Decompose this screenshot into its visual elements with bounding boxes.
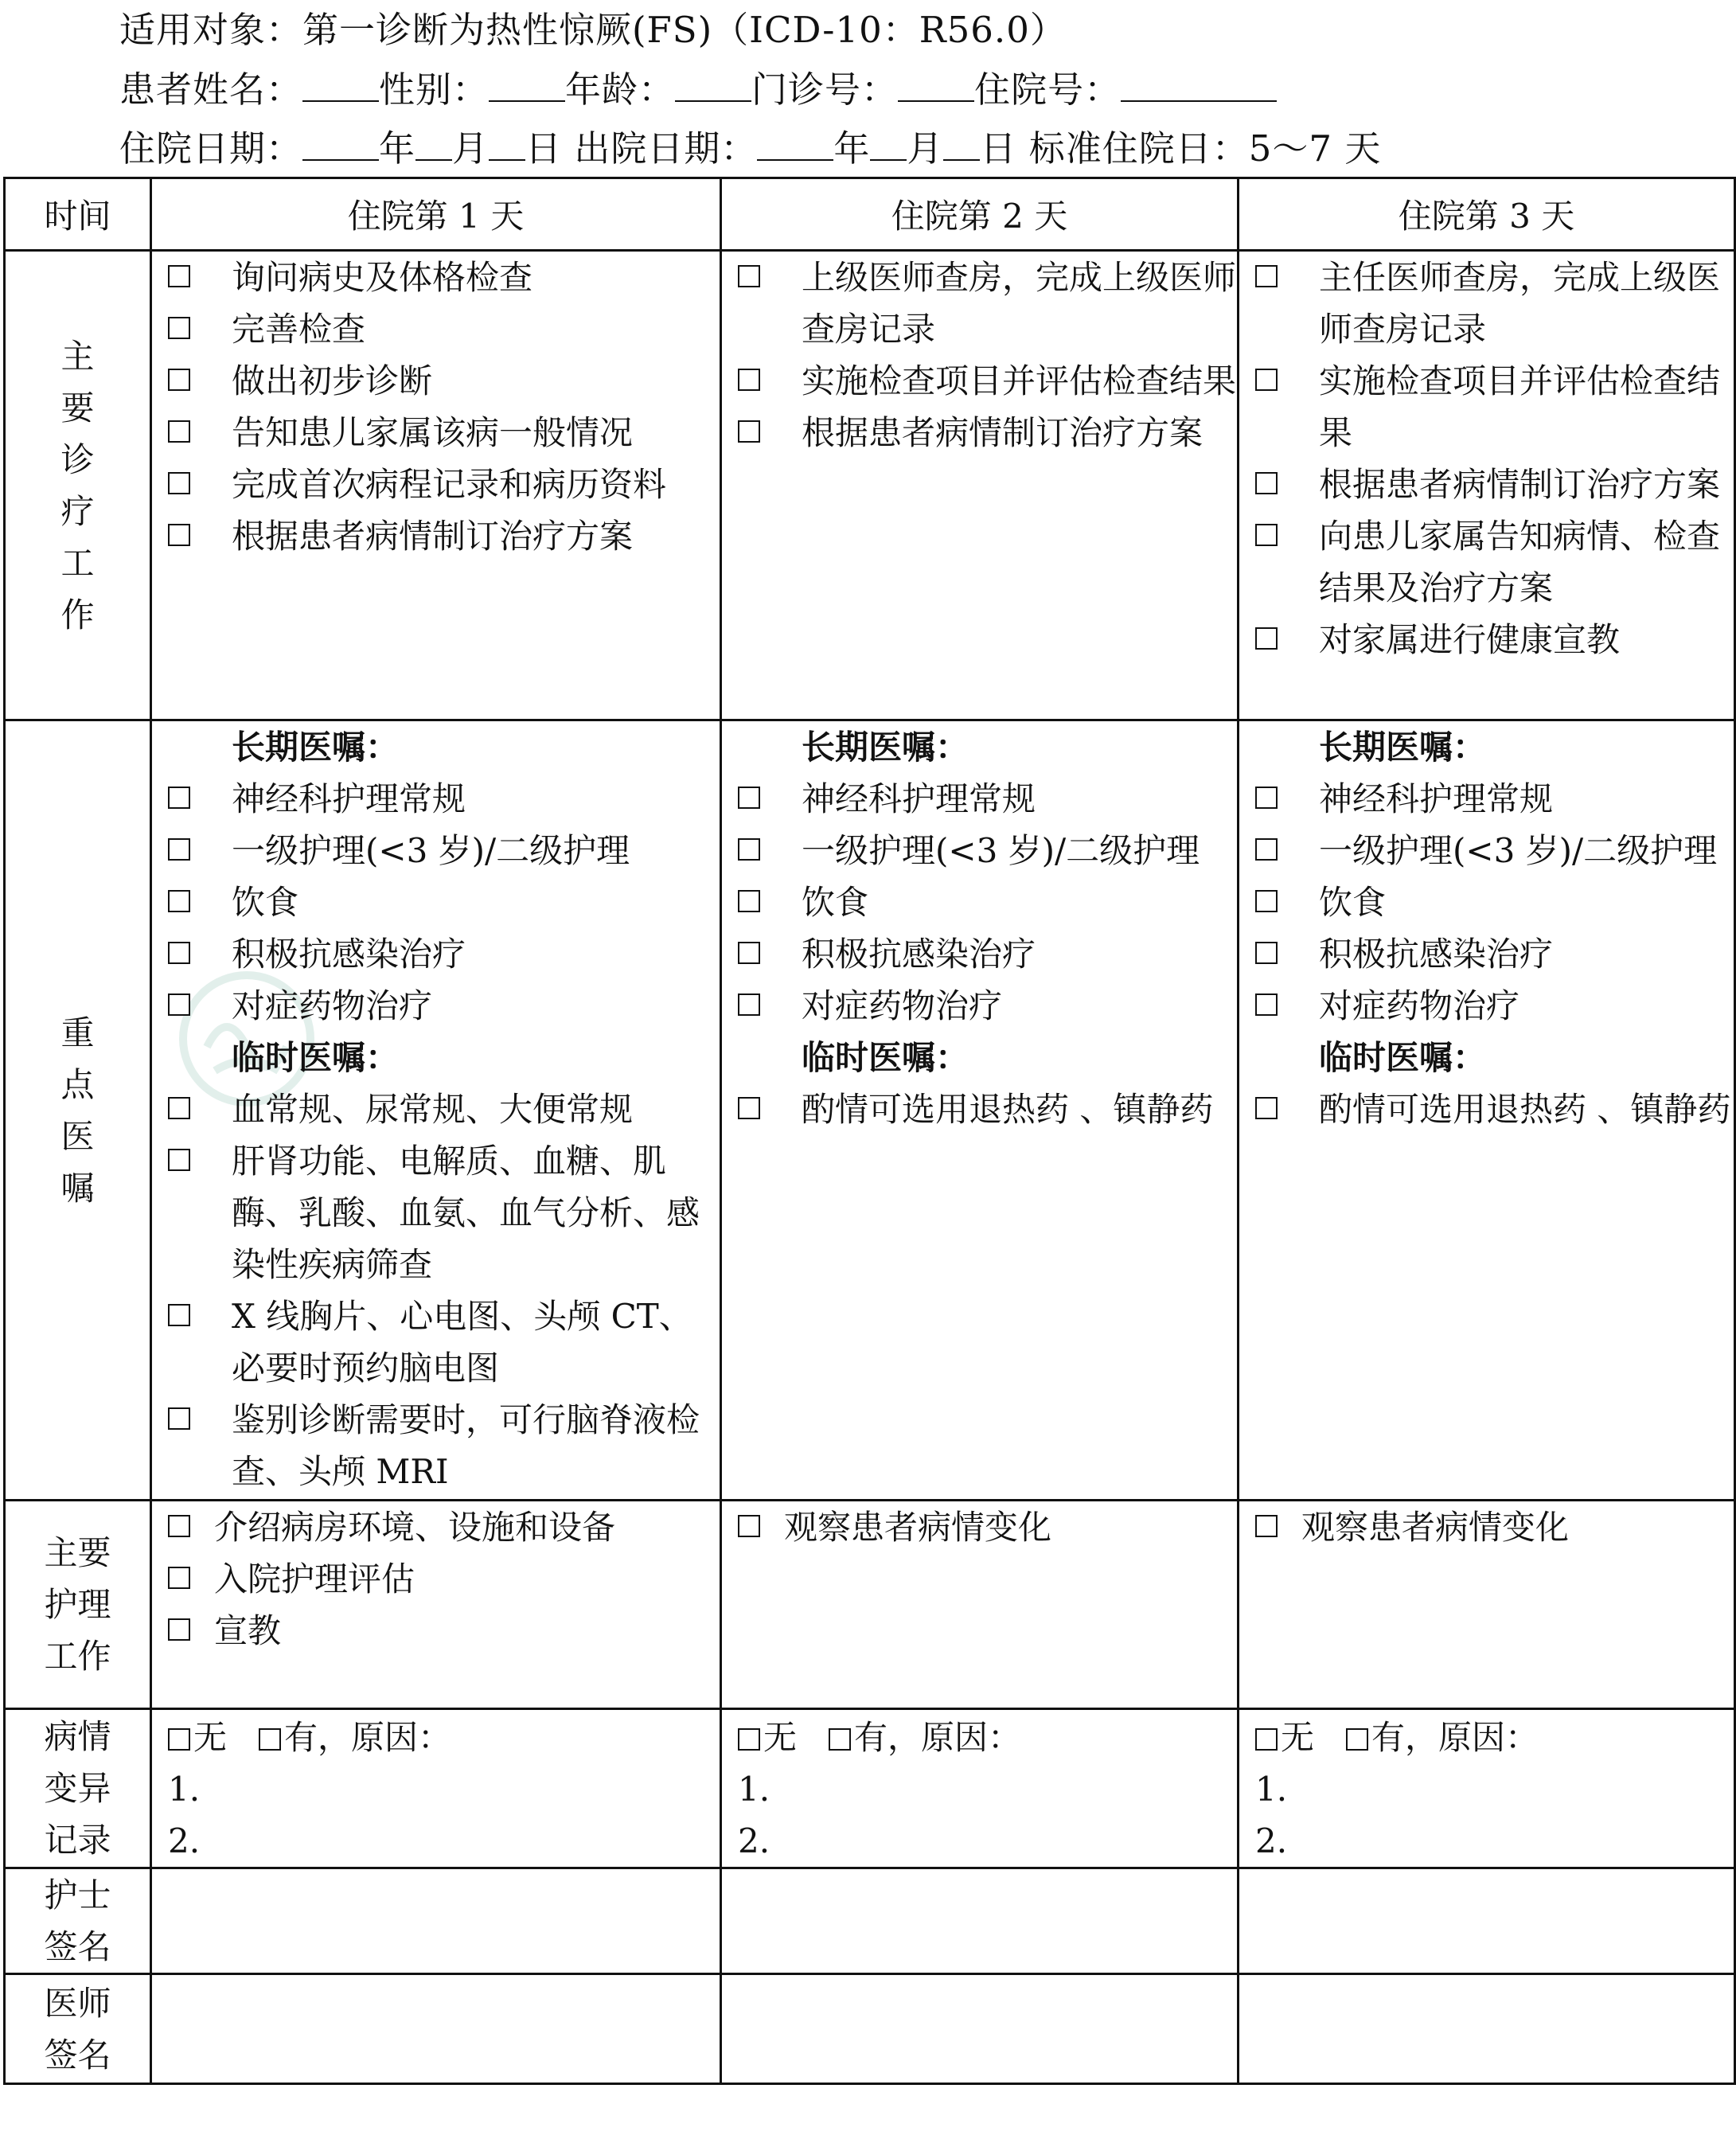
- checklist-item: 一级护理(<3 岁)/二级护理: [1239, 825, 1734, 876]
- checklist-item: 入院护理评估: [152, 1553, 720, 1605]
- checkbox[interactable]: [168, 1304, 190, 1326]
- discharge-date-label: 出院日期：: [574, 127, 758, 170]
- variation-yes-checkbox[interactable]: [1346, 1728, 1368, 1751]
- checklist-item: 根据患者病情制订治疗方案: [152, 510, 720, 562]
- admit-date-label: 住院日期：: [119, 127, 303, 170]
- checkbox[interactable]: [168, 993, 190, 1016]
- checklist-item: 实施检查项目并评估检查结果: [722, 355, 1237, 407]
- date-line: 住院日期： 年 月 日 出院日期： 年 月 日 标准住院日：5～7 天: [119, 124, 1381, 173]
- diagnosis-day2: [721, 251, 1239, 720]
- checklist-item: 酌情可选用退热药 、镇静药: [1239, 1083, 1734, 1135]
- variation-day2: [721, 1709, 1239, 1868]
- doctor-sign-day2[interactable]: [721, 1974, 1239, 2084]
- checkbox[interactable]: [1255, 1097, 1278, 1119]
- checklist-item: 对家属进行健康宣教: [1239, 614, 1734, 666]
- checklist-item: 饮食: [722, 876, 1237, 928]
- checkbox[interactable]: [1255, 1515, 1278, 1537]
- variation-options: 无 有，原因：: [152, 1712, 720, 1763]
- discharge-day-blank[interactable]: [943, 124, 980, 161]
- checklist-item: X 线胸片、心电图、头颅 CT、必要时预约脑电图: [152, 1290, 720, 1394]
- checkbox[interactable]: [168, 1149, 190, 1171]
- checkbox[interactable]: [168, 1618, 190, 1641]
- variation-options: 无 有，原因：: [722, 1712, 1237, 1763]
- admit-year-blank[interactable]: [302, 124, 379, 161]
- checkbox[interactable]: [168, 1407, 190, 1430]
- nurse-sign-day2[interactable]: [721, 1868, 1239, 1974]
- checklist-item: 上级医师查房，完成上级医师查房记录: [722, 252, 1237, 355]
- checklist-item: 告知患儿家属该病一般情况: [152, 407, 720, 459]
- checklist-item: 饮食: [152, 876, 720, 928]
- checkbox[interactable]: [738, 838, 760, 861]
- temporary-orders-heading: 临时医嘱：: [232, 1038, 400, 1077]
- nurse-sign-label: 护士 签名: [5, 1868, 151, 1974]
- checkbox[interactable]: [1255, 472, 1278, 494]
- checklist-item: 根据患者病情制订治疗方案: [1239, 459, 1734, 510]
- checklist-item: 酌情可选用退热药 、镇静药: [722, 1083, 1237, 1135]
- day2-header: 住院第 2 天: [721, 178, 1239, 251]
- checkbox[interactable]: [168, 369, 190, 391]
- checklist-item: 一级护理(<3 岁)/二级护理: [152, 825, 720, 876]
- doctor-sign-day1[interactable]: [151, 1974, 721, 2084]
- age-blank[interactable]: [675, 65, 751, 102]
- clinic-no-label: 门诊号：: [751, 68, 899, 111]
- day3-header: 住院第 3 天: [1239, 178, 1735, 251]
- checkbox[interactable]: [738, 265, 760, 287]
- checklist-item: 对症药物治疗: [152, 980, 720, 1032]
- sex-label: 性别：: [379, 68, 490, 111]
- checkbox[interactable]: [168, 524, 190, 546]
- checklist-item: 积极抗感染治疗: [1239, 928, 1734, 980]
- variation-day1: [151, 1709, 721, 1868]
- checkbox[interactable]: [168, 1567, 190, 1589]
- checklist-item: 饮食: [1239, 876, 1734, 928]
- checklist-item: 血常规、尿常规、大便常规: [152, 1083, 720, 1135]
- orders-row: [5, 720, 1735, 1501]
- scope-line: 适用对象：第一诊断为热性惊厥(FS)（ICD-10：R56.0）: [119, 9, 1067, 51]
- header-row: [5, 178, 1735, 251]
- checkbox[interactable]: [168, 787, 190, 809]
- variation-none-checkbox[interactable]: [738, 1728, 760, 1751]
- orders-day2: [721, 720, 1239, 1501]
- long-term-orders-heading: 长期医嘱：: [1319, 728, 1487, 767]
- variation-yes-checkbox[interactable]: [829, 1728, 851, 1751]
- inpatient-no-label: 住院号：: [974, 68, 1122, 111]
- checkbox[interactable]: [738, 890, 760, 912]
- diagnosis-day3: [1239, 251, 1735, 720]
- diagnosis-row: [5, 251, 1735, 720]
- checkbox[interactable]: [168, 420, 190, 443]
- checklist-item: 介绍病房环境、设施和设备: [152, 1501, 720, 1553]
- checkbox[interactable]: [738, 787, 760, 809]
- variation-reason-1[interactable]: 1.: [738, 1770, 770, 1809]
- nurse-sign-day1[interactable]: [151, 1868, 721, 1974]
- checklist-item: 主任医师查房，完成上级医师查房记录: [1239, 252, 1734, 355]
- checklist-item: 宣教: [152, 1605, 720, 1657]
- name-blank[interactable]: [302, 65, 379, 102]
- nursing-day2: [721, 1501, 1239, 1709]
- discharge-year-blank[interactable]: [757, 124, 833, 161]
- name-label: 患者姓名：: [119, 68, 303, 111]
- checklist-item: 神经科护理常规: [722, 773, 1237, 825]
- checkbox[interactable]: [1255, 993, 1278, 1016]
- orders-row-label: 重点医嘱: [5, 720, 151, 1501]
- variation-day3: [1239, 1709, 1735, 1868]
- variation-reason-1[interactable]: 1.: [168, 1770, 201, 1809]
- checkbox[interactable]: [168, 1097, 190, 1119]
- variation-row: [5, 1709, 1735, 1868]
- nursing-row: [5, 1501, 1735, 1709]
- checkbox[interactable]: [1255, 942, 1278, 964]
- clinic-no-blank[interactable]: [898, 65, 974, 102]
- variation-yes-checkbox[interactable]: [259, 1728, 281, 1751]
- checkbox[interactable]: [1255, 369, 1278, 391]
- checkbox[interactable]: [738, 1097, 760, 1119]
- nursing-day1: [151, 1501, 721, 1709]
- variation-reason-2[interactable]: 2.: [1255, 1821, 1288, 1860]
- day1-header: 住院第 1 天: [151, 178, 721, 251]
- age-label: 年龄：: [565, 68, 676, 111]
- orders-day3: [1239, 720, 1735, 1501]
- diagnosis-day1: [151, 251, 721, 720]
- admit-day-blank[interactable]: [489, 124, 525, 161]
- checklist-item: 做出初步诊断: [152, 355, 720, 407]
- checklist-item: 积极抗感染治疗: [152, 928, 720, 980]
- checkbox[interactable]: [1255, 890, 1278, 912]
- nurse-sign-row: [5, 1868, 1735, 1974]
- long-term-orders-heading: 长期医嘱：: [232, 728, 400, 767]
- time-header: 时间: [5, 178, 151, 251]
- long-term-orders-heading: 长期医嘱：: [802, 728, 969, 767]
- checkbox[interactable]: [168, 472, 190, 494]
- checklist-item: 完善检查: [152, 303, 720, 355]
- nursing-day3: [1239, 1501, 1735, 1709]
- variation-row-label: 病情 变异 记录: [5, 1709, 151, 1868]
- checklist-item: 观察患者病情变化: [722, 1501, 1237, 1553]
- doctor-sign-label: 医师 签名: [5, 1974, 151, 2084]
- checkbox[interactable]: [1255, 787, 1278, 809]
- checklist-item: 向患儿家属告知病情、检查结果及治疗方案: [1239, 510, 1734, 614]
- variation-reason-1[interactable]: 1.: [1255, 1770, 1288, 1809]
- checkbox[interactable]: [1255, 838, 1278, 861]
- doctor-sign-row: [5, 1974, 1735, 2084]
- orders-day1: [151, 720, 721, 1501]
- discharge-month-blank[interactable]: [870, 124, 907, 161]
- temporary-orders-heading: 临时医嘱：: [802, 1038, 969, 1077]
- standard-stay: 标准住院日：5～7 天: [1028, 127, 1382, 170]
- checkbox[interactable]: [738, 993, 760, 1016]
- doctor-sign-day3[interactable]: [1239, 1974, 1735, 2084]
- checklist-item: 对症药物治疗: [1239, 980, 1734, 1032]
- diagnosis-row-label: 主要诊疗工作: [5, 251, 151, 720]
- checklist-item: 对症药物治疗: [722, 980, 1237, 1032]
- sex-blank[interactable]: [489, 65, 565, 102]
- admit-month-blank[interactable]: [415, 124, 452, 161]
- variation-reason-2[interactable]: 2.: [168, 1821, 201, 1860]
- checklist-item: 肝肾功能、电解质、血糖、肌酶、乳酸、血氨、血气分析、感染性疾病筛查: [152, 1135, 720, 1290]
- variation-none-checkbox[interactable]: [1255, 1728, 1278, 1751]
- checkbox[interactable]: [1255, 265, 1278, 287]
- checklist-item: 积极抗感染治疗: [722, 928, 1237, 980]
- checkbox[interactable]: [168, 838, 190, 861]
- checklist-item: 鉴别诊断需要时，可行脑脊液检查、头颅 MRI: [152, 1394, 720, 1497]
- checkbox[interactable]: [168, 1515, 190, 1537]
- checkbox[interactable]: [168, 265, 190, 287]
- clinical-pathway-table: [3, 177, 1736, 2085]
- checkbox[interactable]: [738, 1515, 760, 1537]
- temporary-orders-heading: 临时医嘱：: [1319, 1038, 1487, 1077]
- nursing-row-label: 主要 护理 工作: [5, 1501, 151, 1709]
- checklist-item: 完成首次病程记录和病历资料: [152, 459, 720, 510]
- variation-reason-2[interactable]: 2.: [738, 1821, 770, 1860]
- checklist-item: 神经科护理常规: [1239, 773, 1734, 825]
- inpatient-no-blank[interactable]: [1121, 65, 1277, 102]
- nurse-sign-day3[interactable]: [1239, 1868, 1735, 1974]
- checkbox[interactable]: [1255, 524, 1278, 546]
- checklist-item: 根据患者病情制订治疗方案: [722, 407, 1237, 459]
- checklist-item: 神经科护理常规: [152, 773, 720, 825]
- checkbox[interactable]: [738, 420, 760, 443]
- checklist-item: 观察患者病情变化: [1239, 1501, 1734, 1553]
- checkbox[interactable]: [1255, 627, 1278, 650]
- checklist-item: 实施检查项目并评估检查结果: [1239, 355, 1734, 459]
- patient-info-line: [119, 65, 1277, 114]
- checkbox[interactable]: [738, 942, 760, 964]
- checkbox[interactable]: [168, 942, 190, 964]
- variation-none-checkbox[interactable]: [168, 1728, 190, 1751]
- variation-options: 无 有，原因：: [1239, 1712, 1734, 1763]
- checkbox[interactable]: [168, 317, 190, 339]
- checklist-item: 一级护理(<3 岁)/二级护理: [722, 825, 1237, 876]
- checklist-item: 询问病史及体格检查: [152, 252, 720, 303]
- checkbox[interactable]: [168, 890, 190, 912]
- checkbox[interactable]: [738, 369, 760, 391]
